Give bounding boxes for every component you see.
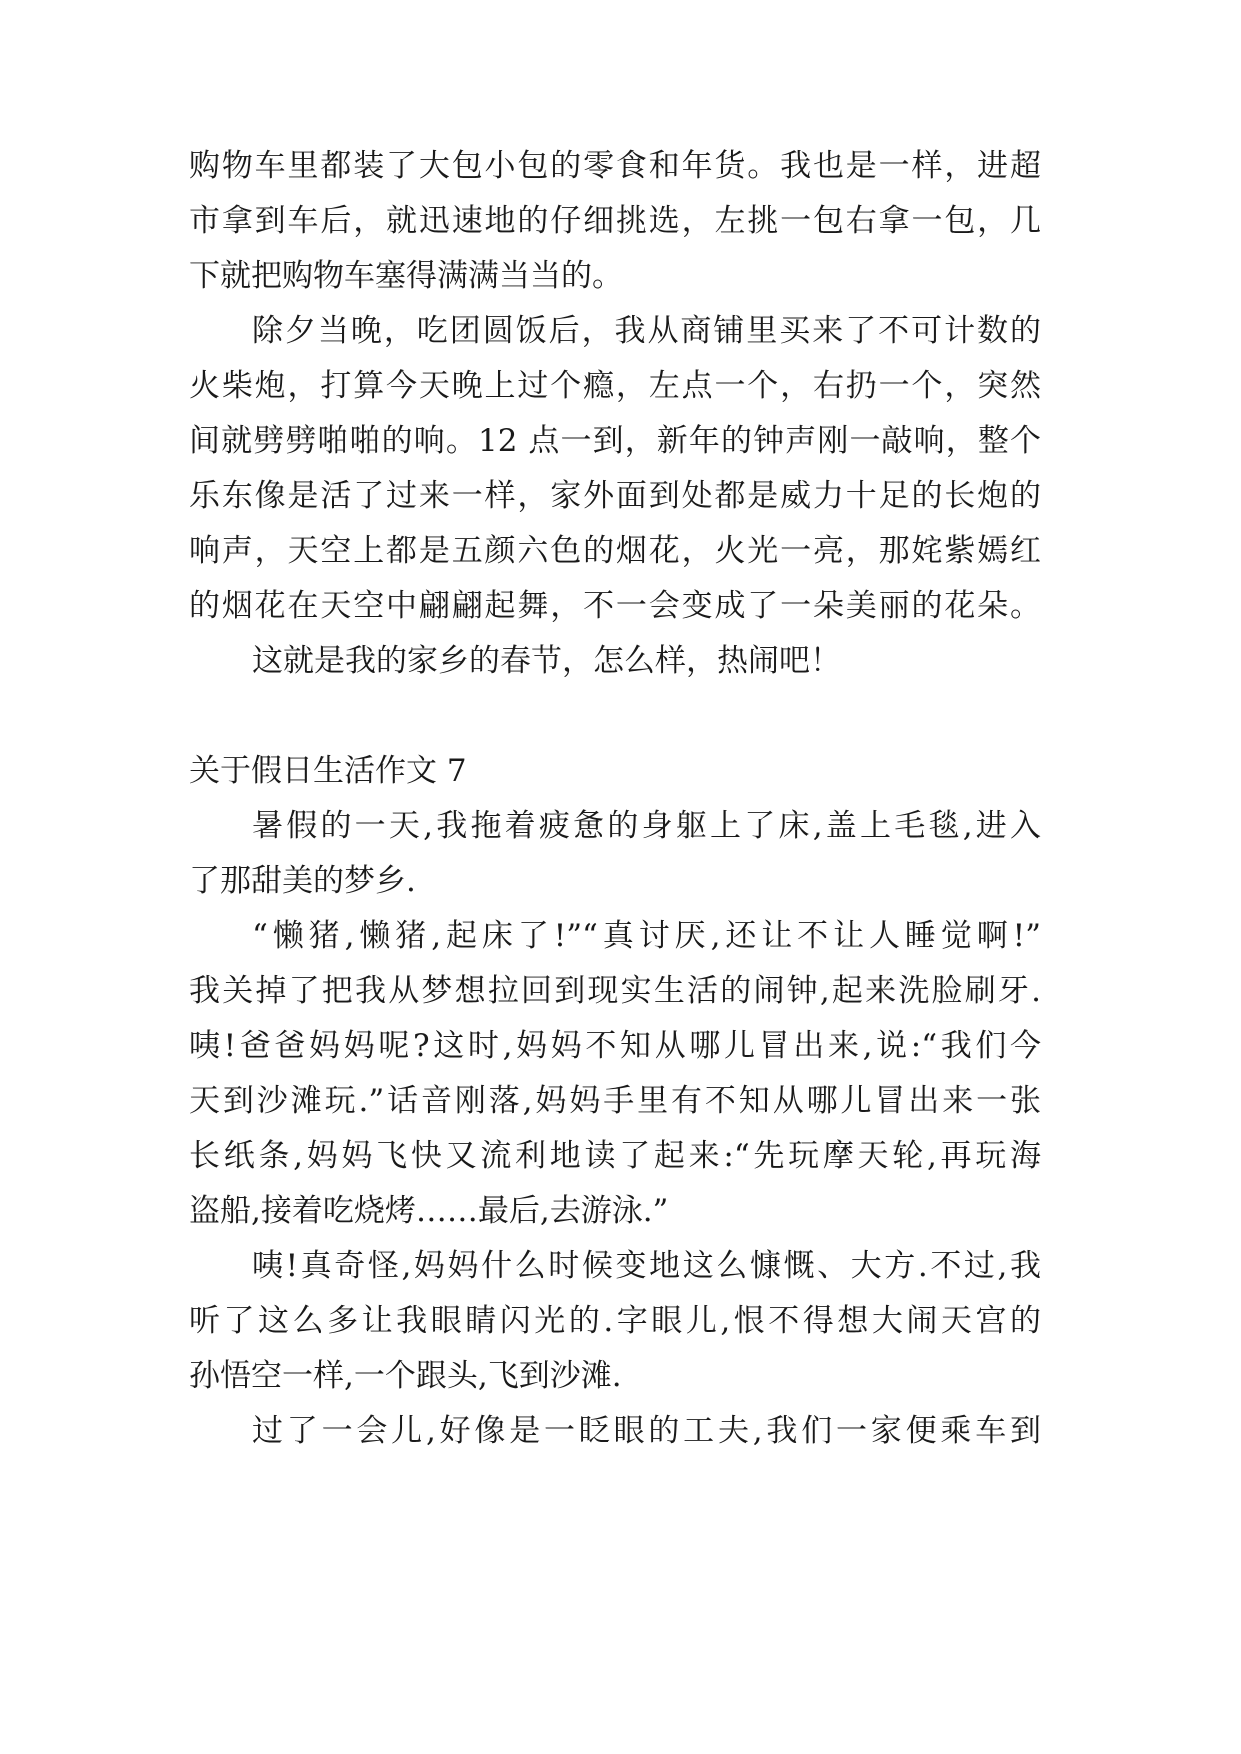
text-line: 购物车里都装了大包小包的零食和年货。我也是一样，进超: [189, 148, 1041, 184]
paragraph-start-line: 暑假的一天,我拖着疲惫的身躯上了床,盖上毛毯,进入: [252, 808, 1041, 844]
text-line: 了那甜美的梦乡.: [189, 863, 416, 899]
text-line: 盗船,接着吃烧烤……最后,去游泳.”: [189, 1193, 669, 1229]
text-line: 火柴炮，打算今天晚上过个瘾，左点一个，右扔一个，突然: [189, 368, 1041, 404]
text-line: 听了这么多让我眼睛闪光的.字眼儿,恨不得想大闹天宫的: [189, 1303, 1041, 1339]
paragraph-start-line: 过了一会儿,好像是一眨眼的工夫,我们一家便乘车到: [252, 1413, 1041, 1449]
section-heading: 关于假日生活作文 7: [189, 753, 467, 789]
text-line: 乐东像是活了过来一样，家外面到处都是威力十足的长炮的: [189, 478, 1041, 514]
paragraph-start-line: 这就是我的家乡的春节，怎么样，热闹吧！: [252, 643, 841, 679]
text-line: 天到沙滩玩.”话音刚落,妈妈手里有不知从哪儿冒出来一张: [189, 1083, 1041, 1119]
text-line: 咦!爸爸妈妈呢?这时,妈妈不知从哪儿冒出来,说:“我们今: [189, 1028, 1041, 1064]
paragraph-start-line: 除夕当晚，吃团圆饭后，我从商铺里买来了不可计数的: [252, 313, 1041, 349]
text-line: 市拿到车后，就迅速地的仔细挑选，左挑一包右拿一包，几: [189, 203, 1041, 239]
text-line: 我关掉了把我从梦想拉回到现实生活的闹钟,起来洗脸刷牙.: [189, 973, 1041, 1009]
text-line: 下就把购物车塞得满满当当的。: [189, 258, 623, 294]
text-line: 的烟花在天空中翩翩起舞，不一会变成了一朵美丽的花朵。: [189, 588, 1041, 624]
text-line: 间就劈劈啪啪的响。12 点一到，新年的钟声刚一敲响，整个: [189, 423, 1041, 459]
text-line: 孙悟空一样,一个跟头,飞到沙滩.: [189, 1358, 622, 1394]
text-line: 长纸条,妈妈飞快又流利地读了起来:“先玩摩天轮,再玩海: [189, 1138, 1041, 1174]
paragraph-start-line: 咦!真奇怪,妈妈什么时候变地这么慷慨、大方.不过,我: [252, 1248, 1041, 1284]
paragraph-start-line: “懒猪,懒猪,起床了!”“真讨厌,还让不让人睡觉啊!”: [252, 918, 1041, 954]
text-line: 响声，天空上都是五颜六色的烟花，火光一亮，那姹紫嫣红: [189, 533, 1041, 569]
